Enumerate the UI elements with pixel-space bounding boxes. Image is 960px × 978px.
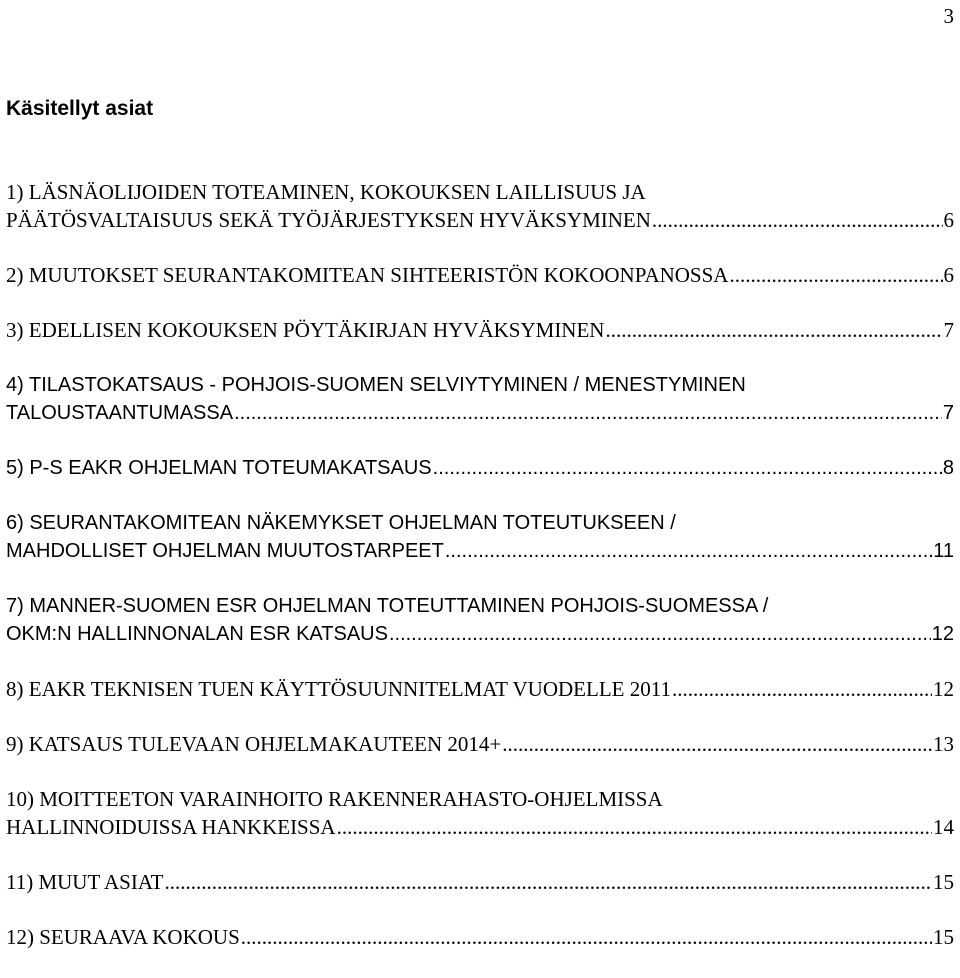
toc-entry-title-line: 12) SEURAAVA KOKOUS [6,925,240,949]
dot-leader [234,399,942,427]
toc-entry-title-line: HALLINNOIDUISSA HANKKEISSA [6,815,336,839]
toc-entry-title-line: 1) LÄSNÄOLIJOIDEN TOTEAMINEN, KOKOUKSEN LAILLISUUS JA [6,180,646,204]
toc-entry[interactable] [6,509,954,565]
dot-leader [605,316,942,344]
table-of-contents [6,178,954,978]
toc-page-number: 6 [943,263,954,287]
toc-entry-title-line: 4) TILASTOKATSAUS - POHJOIS-SUOMEN SELVIYTYMINEN / MENESTYMINEN [6,374,746,396]
toc-entry-last-line [6,206,954,234]
toc-entry-last-line [6,730,954,758]
toc-page-number: 7 [942,402,954,424]
toc-page-number: 12 [933,677,954,701]
dot-leader [165,868,932,896]
toc-page-number: 7 [943,318,954,342]
toc-entry-last-line [6,813,954,841]
dot-leader [433,454,942,482]
toc-entry-title-line: 7) MANNER-SUOMEN ESR OHJELMAN TOTEUTTAMINEN POHJOIS-SUOMESSA / [6,595,769,617]
toc-entry[interactable] [6,316,954,344]
toc-entry-title-line: 3) EDELLISEN KOKOUKSEN PÖYTÄKIRJAN HYVÄKSYMINEN [6,318,605,342]
toc-entry[interactable] [6,923,954,951]
toc-page-number: 13 [933,732,954,756]
toc-page-number: 11 [933,540,954,562]
toc-entry-title-line: 9) KATSAUS TULEVAAN OHJELMAKAUTEEN 2014+ [6,732,502,756]
page-title: Käsitellyt asiat [6,97,154,120]
page-number: 3 [943,4,954,28]
toc-entry-last-line [6,399,954,427]
toc-page-number: 14 [933,815,954,839]
toc-entry[interactable] [6,868,954,896]
dot-leader [652,206,943,234]
toc-entry-title-line: 2) MUUTOKSET SEURANTAKOMITEAN SIHTEERISTÖN KOKOONPANOSSA [6,263,729,287]
toc-entry-last-line [6,261,954,289]
dot-leader [445,537,932,565]
toc-entry-last-line [6,620,954,648]
toc-entry-title-line: OKM:N HALLINNONALAN ESR KATSAUS [6,623,388,645]
toc-entry-title-line: MAHDOLLISET OHJELMAN MUUTOSTARPEET [6,540,444,562]
toc-entry[interactable] [6,371,954,427]
toc-page-number: 8 [942,457,954,479]
toc-entry-title-line: 8) EAKR TEKNISEN TUEN KÄYTTÖSUUNNITELMAT VUODELLE 2011 [6,677,671,701]
toc-page-number: 15 [933,925,954,949]
toc-entry[interactable] [6,730,954,758]
dot-leader [672,675,932,703]
dot-leader [729,261,942,289]
toc-entry-title-line: 11) MUUT ASIAT [6,870,164,894]
dot-leader [337,813,932,841]
toc-page-number: 12 [931,623,954,645]
toc-entry[interactable] [6,178,954,234]
toc-entry[interactable] [6,454,954,482]
dot-leader [389,620,931,648]
toc-entry[interactable] [6,675,954,703]
toc-entry[interactable] [6,785,954,841]
toc-entry-last-line [6,537,954,565]
dot-leader [241,923,932,951]
toc-entry-last-line [6,868,954,896]
toc-entry-last-line [6,454,954,482]
toc-entry-title-line: 10) MOITTEETON VARAINHOITO RAKENNERAHASTO-OHJELMISSA [6,787,663,811]
toc-entry[interactable] [6,592,954,648]
dot-leader [502,730,932,758]
toc-entry-title-line: 6) SEURANTAKOMITEAN NÄKEMYKSET OHJELMAN TOTEUTUKSEEN / [6,512,676,534]
toc-entry[interactable] [6,261,954,289]
toc-entry-title-line: PÄÄTÖSVALTAISUUS SEKÄ TYÖJÄRJESTYKSEN HYVÄKSYMINEN [6,208,651,232]
toc-entry-title-line: 5) P-S EAKR OHJELMAN TOTEUMAKATSAUS [6,457,432,479]
toc-page-number: 6 [943,208,954,232]
toc-entry-last-line [6,923,954,951]
toc-page-number: 15 [933,870,954,894]
toc-entry-last-line [6,316,954,344]
toc-entry-last-line [6,675,954,703]
toc-entry-title-line: TALOUSTAANTUMASSA [6,402,234,424]
